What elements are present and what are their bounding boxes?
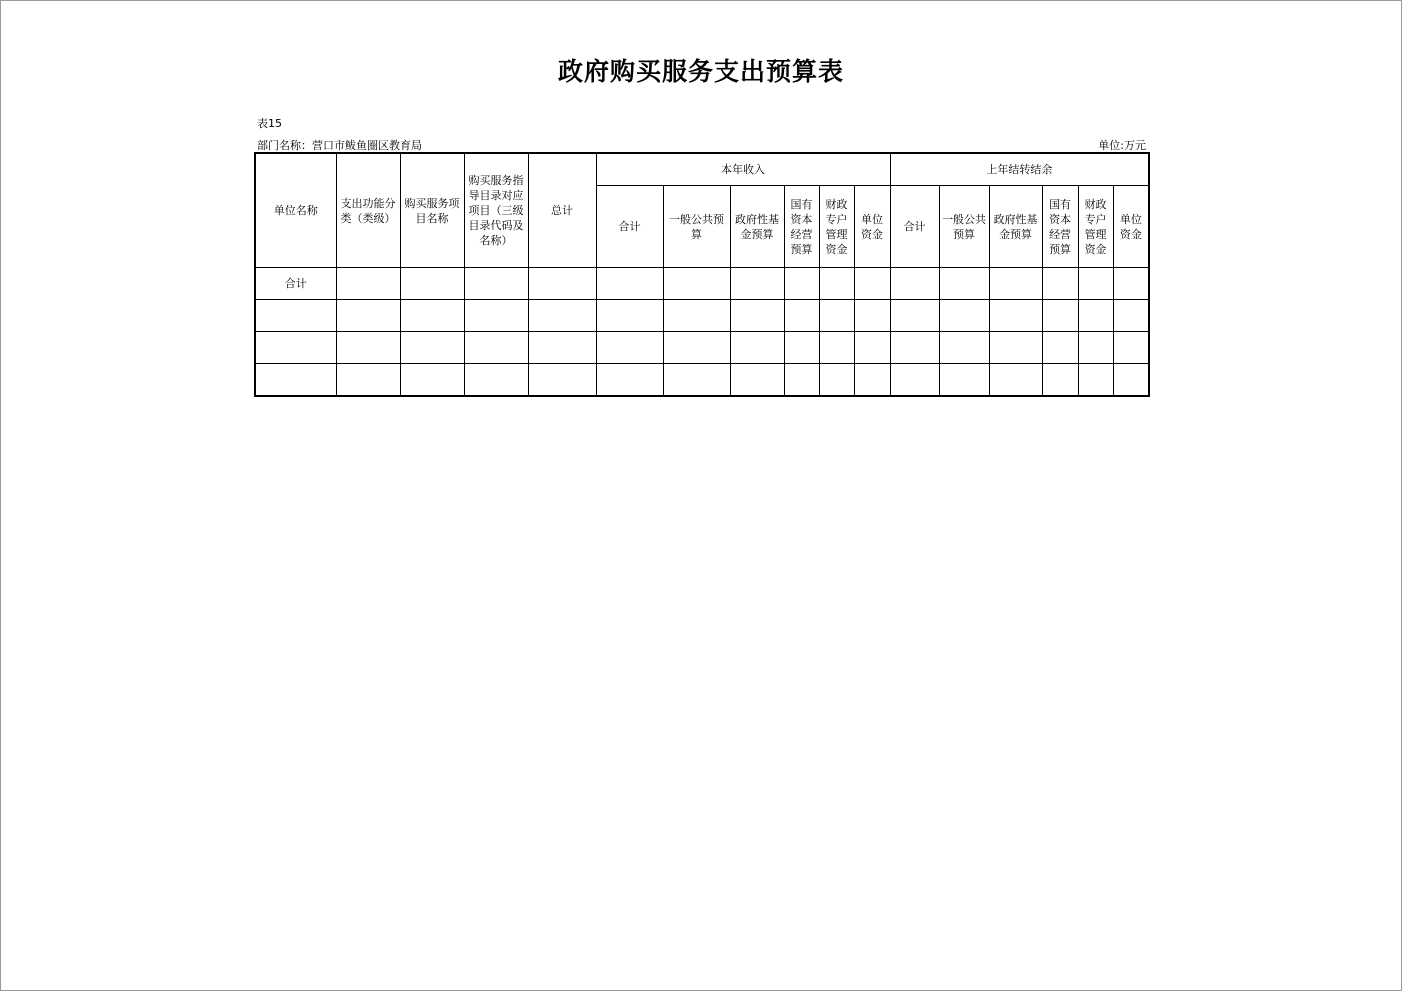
table-cell bbox=[528, 332, 596, 364]
header-total: 总计 bbox=[528, 153, 596, 268]
table-cell bbox=[730, 300, 784, 332]
table-row bbox=[255, 300, 1149, 332]
table-cell bbox=[784, 300, 819, 332]
table-row bbox=[255, 332, 1149, 364]
table-cell bbox=[1113, 268, 1149, 300]
header-unit-name: 单位名称 bbox=[255, 153, 336, 268]
table-cell bbox=[1078, 364, 1113, 397]
table-cell bbox=[784, 268, 819, 300]
table-cell bbox=[890, 364, 939, 397]
table-cell bbox=[854, 300, 890, 332]
table-cell bbox=[1113, 364, 1149, 397]
table-cell bbox=[890, 332, 939, 364]
header-carry-fund: 政府性基金预算 bbox=[989, 186, 1042, 268]
table-cell bbox=[596, 332, 663, 364]
table-cell bbox=[400, 268, 464, 300]
table-number: 表15 bbox=[257, 117, 282, 130]
table-cell bbox=[989, 268, 1042, 300]
table-cell bbox=[939, 300, 989, 332]
header-current-subtotal: 合计 bbox=[596, 186, 663, 268]
table-cell bbox=[819, 364, 854, 397]
header-row-1 bbox=[255, 153, 1149, 186]
row-unit-name bbox=[255, 300, 336, 332]
table-cell bbox=[596, 364, 663, 397]
table-cell bbox=[784, 364, 819, 397]
table-cell bbox=[819, 332, 854, 364]
table-cell bbox=[596, 268, 663, 300]
table-cell bbox=[890, 300, 939, 332]
table-cell bbox=[1042, 332, 1078, 364]
table-cell bbox=[989, 364, 1042, 397]
table-cell bbox=[528, 364, 596, 397]
table-cell bbox=[663, 364, 730, 397]
table-cell bbox=[854, 268, 890, 300]
table-cell bbox=[336, 364, 400, 397]
header-carry-special-account: 财政专户管理资金 bbox=[1078, 186, 1113, 268]
table-cell bbox=[400, 300, 464, 332]
table-cell bbox=[854, 364, 890, 397]
header-current-fund: 政府性基金预算 bbox=[730, 186, 784, 268]
table-cell bbox=[663, 268, 730, 300]
table-cell bbox=[890, 268, 939, 300]
table-cell bbox=[1042, 364, 1078, 397]
table-cell bbox=[730, 268, 784, 300]
row-unit-name: 合计 bbox=[255, 268, 336, 300]
table-cell bbox=[939, 332, 989, 364]
header-carry-general: 一般公共预算 bbox=[939, 186, 989, 268]
header-carryover: 上年结转结余 bbox=[890, 153, 1149, 186]
table-cell bbox=[1042, 268, 1078, 300]
header-current-general: 一般公共预算 bbox=[663, 186, 730, 268]
table-cell bbox=[528, 300, 596, 332]
table-cell bbox=[939, 268, 989, 300]
table-cell bbox=[784, 332, 819, 364]
row-unit-name bbox=[255, 332, 336, 364]
table-cell bbox=[336, 268, 400, 300]
table-row bbox=[255, 268, 1149, 300]
table-cell bbox=[528, 268, 596, 300]
header-project-name: 购买服务项目名称 bbox=[400, 153, 464, 268]
table-cell bbox=[819, 268, 854, 300]
header-catalog: 购买服务指导目录对应项目（三级目录代码及名称） bbox=[464, 153, 528, 268]
header-carry-unit-funds: 单位资金 bbox=[1113, 186, 1149, 268]
table-cell bbox=[464, 332, 528, 364]
department-name: 部门名称：营口市鲅鱼圈区教育局 bbox=[257, 139, 422, 152]
header-current-unit-funds: 单位资金 bbox=[854, 186, 890, 268]
table-cell bbox=[1078, 300, 1113, 332]
table-cell bbox=[663, 300, 730, 332]
table-cell bbox=[464, 364, 528, 397]
table-cell bbox=[1113, 300, 1149, 332]
page-title: 政府购买服务支出预算表 bbox=[557, 57, 844, 86]
table-cell bbox=[819, 300, 854, 332]
header-carry-subtotal: 合计 bbox=[890, 186, 939, 268]
table-cell bbox=[336, 300, 400, 332]
header-current-state-capital: 国有资本经营预算 bbox=[784, 186, 819, 268]
table-cell bbox=[730, 364, 784, 397]
table-cell bbox=[596, 300, 663, 332]
table-cell bbox=[663, 332, 730, 364]
table-cell bbox=[730, 332, 784, 364]
unit-label: 单位:万元 bbox=[1098, 139, 1146, 152]
table-cell bbox=[1078, 268, 1113, 300]
table-cell bbox=[939, 364, 989, 397]
row-unit-name bbox=[255, 364, 336, 397]
table-cell bbox=[854, 332, 890, 364]
table-cell bbox=[400, 332, 464, 364]
table-cell bbox=[989, 332, 1042, 364]
table-cell bbox=[1078, 332, 1113, 364]
table-cell bbox=[464, 300, 528, 332]
table-cell bbox=[336, 332, 400, 364]
table-cell bbox=[1113, 332, 1149, 364]
table-cell bbox=[1042, 300, 1078, 332]
table-row bbox=[255, 364, 1149, 397]
budget-table bbox=[254, 152, 1150, 397]
table-cell bbox=[400, 364, 464, 397]
header-current-special-account: 财政专户管理资金 bbox=[819, 186, 854, 268]
header-carry-state-capital: 国有资本经营预算 bbox=[1042, 186, 1078, 268]
header-current-income: 本年收入 bbox=[596, 153, 890, 186]
header-func-class: 支出功能分类（类级） bbox=[336, 153, 400, 268]
table-cell bbox=[989, 300, 1042, 332]
table-cell bbox=[464, 268, 528, 300]
